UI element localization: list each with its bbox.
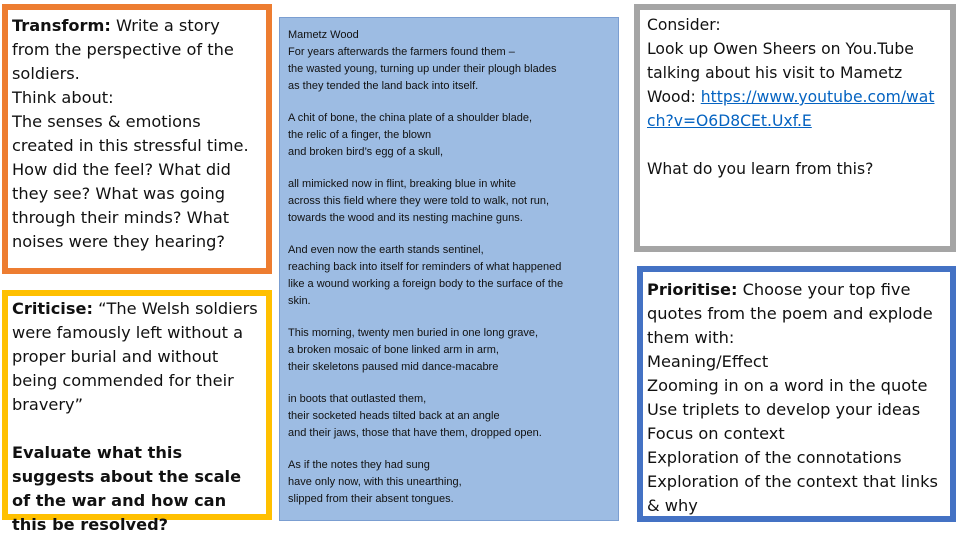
transform-heading: Transform: — [12, 16, 111, 35]
criticise-heading: Criticise: — [12, 299, 93, 318]
consider-text — [647, 13, 943, 181]
poem-stanza — [288, 176, 610, 227]
poem-line: A chit of bone, the china plate of a shoulder blade, — [288, 112, 533, 124]
poem-line: a broken mosaic of bone linked arm in arm, — [288, 344, 499, 356]
poem-stanza — [288, 44, 610, 95]
transform-line: How did the feel? What did they see? What was going through their minds? What noises were they hearing? — [12, 160, 231, 251]
poem-line: in boots that outlasted them, — [288, 393, 427, 405]
poem-line: And even now the earth stands sentinel, — [288, 244, 484, 256]
consider-question: What do you learn from this? — [647, 160, 874, 178]
poem-box — [279, 17, 619, 521]
poem-line: reaching back into itself for reminders of what happened — [288, 261, 562, 273]
transform-task-box — [2, 4, 272, 274]
consider-description: Look up Owen Sheers on You.Tube talking about his visit to Mametz Wood: — [647, 40, 914, 106]
prioritise-item: Use triplets to develop your ideas — [647, 400, 921, 419]
prioritise-item: Exploration of the context that links & why — [647, 472, 938, 515]
criticise-task-box — [2, 290, 272, 534]
poem-line: the wasted young, turning up under their plough blades — [288, 63, 557, 75]
poem-line: the relic of a finger, the blown — [288, 129, 432, 141]
transform-text — [12, 14, 262, 254]
transform-line: Think about: — [12, 88, 114, 107]
poem-stanza — [288, 391, 610, 442]
poem-stanza — [288, 457, 610, 508]
prioritise-task-box — [637, 266, 956, 522]
prioritise-intro: Choose your top five quotes from the poem and explode them with: — [647, 280, 933, 347]
poem-stanza — [288, 110, 610, 161]
poem-line: across this field where they were told to walk, not run, — [288, 195, 550, 207]
prioritise-item: Exploration of the connotations — [647, 448, 902, 467]
transform-intro: Write a story from the perspective of the soldiers. — [12, 16, 234, 83]
prioritise-item: Meaning/Effect — [647, 352, 769, 371]
poem-line: as they tended the land back into itself. — [288, 80, 479, 92]
prioritise-item: Zooming in on a word in the quote — [647, 376, 928, 395]
poem-line: and broken bird’s egg of a skull, — [288, 146, 444, 158]
prioritise-text — [647, 278, 946, 518]
poem-line: and their jaws, those that have them, dropped open. — [288, 427, 542, 439]
poem-stanza — [288, 242, 610, 310]
poem-stanza — [288, 325, 610, 376]
poem-line: all mimicked now in flint, breaking blue in white — [288, 178, 517, 190]
consider-heading: Consider: — [647, 16, 721, 34]
poem-line: As if the notes they had sung — [288, 459, 430, 471]
youtube-link[interactable]: https://www.youtube.com/watch?v=O6D8CEt.Uxf.E — [647, 88, 935, 130]
consider-task-box — [634, 4, 956, 252]
poem-line: their skeletons paused mid dance-macabre — [288, 361, 499, 373]
poem-line: their socketed heads tilted back at an angle — [288, 410, 500, 422]
prioritise-heading: Prioritise: — [647, 280, 738, 299]
poem-line: slipped from their absent tongues. — [288, 493, 454, 505]
poem-line: This morning, twenty men buried in one long grave, — [288, 327, 539, 339]
prioritise-item: Focus on context — [647, 424, 785, 443]
criticise-evaluate: Evaluate what this suggests about the scale of the war and how can this be resolved? — [12, 443, 242, 534]
poem-line: skin. — [288, 295, 311, 307]
transform-line: The senses & emotions created in this stressful time. — [12, 112, 249, 155]
poem-line: have only now, with this unearthing, — [288, 476, 462, 488]
poem-title: Mametz Wood — [288, 29, 359, 41]
poem-line: like a wound working a foreign body to the surface of the — [288, 278, 564, 290]
criticise-text — [12, 297, 262, 537]
poem-line: For years afterwards the farmers found them – — [288, 46, 515, 58]
poem-line: towards the wood and its nesting machine guns. — [288, 212, 523, 224]
criticise-quote: “The Welsh soldiers were famously left without a proper burial and without being commended for their bravery” — [12, 299, 258, 414]
